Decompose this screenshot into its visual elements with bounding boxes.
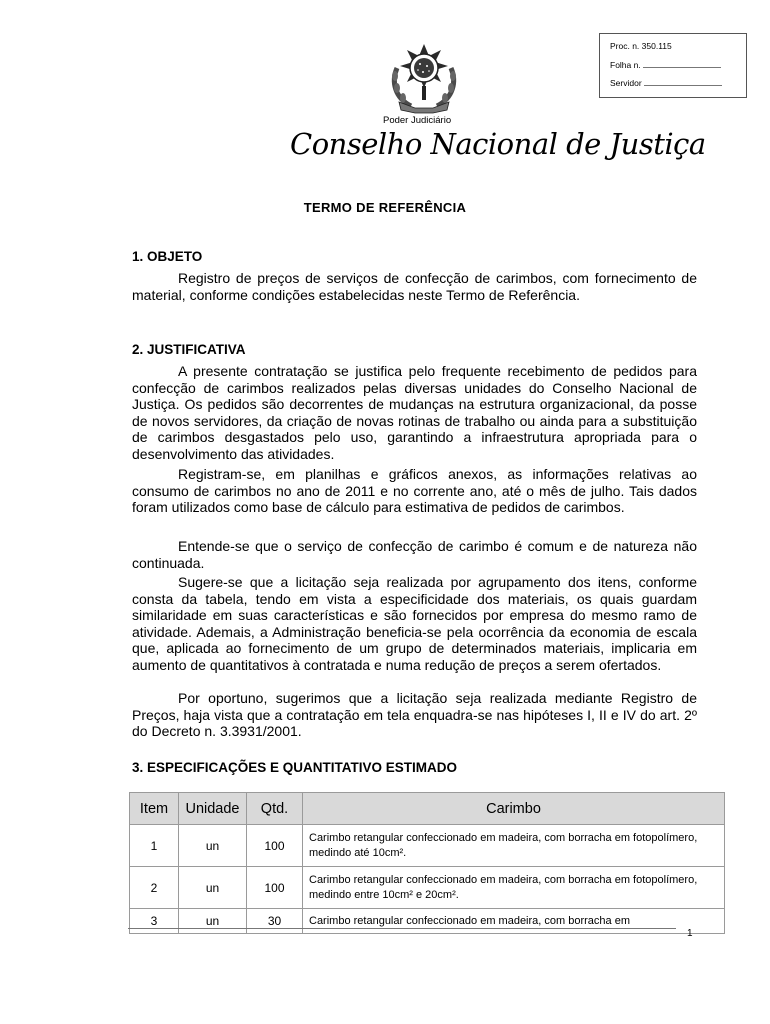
folha-line (610, 59, 746, 77)
cell-carimbo: Carimbo retangular confeccionado em madeira, com borracha em fotopolímero, medindo até 10cm². (303, 825, 725, 867)
table-header-row (130, 793, 725, 825)
cell-carimbo: Carimbo retangular confeccionado em madeira, com borracha em fotopolímero, medindo entre 10cm² e 20cm². (303, 867, 725, 909)
cell-item: 3 (130, 909, 179, 934)
footer-divider (128, 928, 676, 929)
coat-of-arms-icon (385, 42, 463, 114)
cell-carimbo: Carimbo retangular confeccionado em madeira, com borracha em (303, 909, 725, 934)
cell-qtd: 100 (247, 825, 303, 867)
section-justificativa-heading: 2. JUSTIFICATIVA (132, 342, 246, 357)
cell-item: 1 (130, 825, 179, 867)
objeto-paragraph: Registro de preços de serviços de confecção de carimbos, com fornecimento de material, conforme condições estabelecidas neste Termo de Referência. (132, 270, 697, 303)
servidor-line (610, 77, 746, 95)
specifications-table (129, 792, 725, 934)
institution-name: Conselho Nacional de Justiça (290, 127, 706, 161)
cell-unidade: un (179, 867, 247, 909)
justificativa-paragraph-3: Entende-se que o serviço de confecção de carimbo é comum e de natureza não continuada. (132, 538, 697, 571)
section-especificacoes-heading: 3. ESPECIFICAÇÕES E QUANTITATIVO ESTIMADO (132, 760, 458, 775)
justificativa-paragraph-1: A presente contratação se justifica pelo frequente recebimento de pedidos para confecção de carimbos realizados pelas diversas unidades do Conselho Nacional de Justiça. Os pedidos são decorrentes de mudanças na estrutura organizacional, da posse de novos servidores, da criação de novas rotinas de trabalho ou ainda para a substituição de carimbos desgastados pelo uso, garantindo a infraestrutura apropriada para o desenvolvimento das atividades. (132, 363, 697, 462)
table-row (130, 825, 725, 867)
table-row (130, 909, 725, 934)
folha-label: Folha n. (610, 60, 641, 70)
page-number: 1 (687, 928, 693, 939)
servidor-blank (644, 77, 722, 86)
cell-qtd: 100 (247, 867, 303, 909)
folha-blank (643, 59, 721, 68)
cell-qtd: 30 (247, 909, 303, 934)
justificativa-paragraph-4: Sugere-se que a licitação seja realizada por agrupamento dos itens, conforme consta da tabela, tendo em vista a especificidade dos materiais, os quais guardam similaridade em suas características e são fornecidos por empresa do mesmo ramo de atividade. Ademais, a Administração beneficia-se pela ocorrência da economia de escala que, aplicada ao fornecimento de um grupo de determinados materiais, implicaria em aumento de quantitativos à contratada e numa redução de preços a serem ofertados. (132, 574, 697, 673)
servidor-label: Servidor (610, 78, 642, 88)
justificativa-paragraph-2: Registram-se, em planilhas e gráficos anexos, as informações relativas ao consumo de carimbos no ano de 2011 e no corrente ano, até o mês de julho. Tais dados foram utilizados como base de cálculo para estimativa de pedidos de carimbos. (132, 466, 697, 516)
cell-item: 2 (130, 867, 179, 909)
cell-unidade: un (179, 909, 247, 934)
justificativa-paragraph-5: Por oportuno, sugerimos que a licitação seja realizada mediante Registro de Preços, haja vista que a contratação em tela enquadra-se nas hipóteses I, II e IV do art. 2º do Decreto n. 3.3931/2001. (132, 690, 697, 740)
col-header-qtd: Qtd. (247, 793, 303, 825)
process-info-box (599, 33, 747, 98)
cell-unidade: un (179, 825, 247, 867)
document-title: TERMO DE REFERÊNCIA (303, 200, 467, 215)
col-header-carimbo: Carimbo (303, 793, 725, 825)
proc-number: Proc. n. 350.115 (610, 41, 672, 51)
section-objeto-heading: 1. OBJETO (132, 249, 203, 264)
col-header-unidade: Unidade (179, 793, 247, 825)
col-header-item: Item (130, 793, 179, 825)
poder-judiciario-label: Poder Judiciário (383, 115, 452, 126)
table-row (130, 867, 725, 909)
